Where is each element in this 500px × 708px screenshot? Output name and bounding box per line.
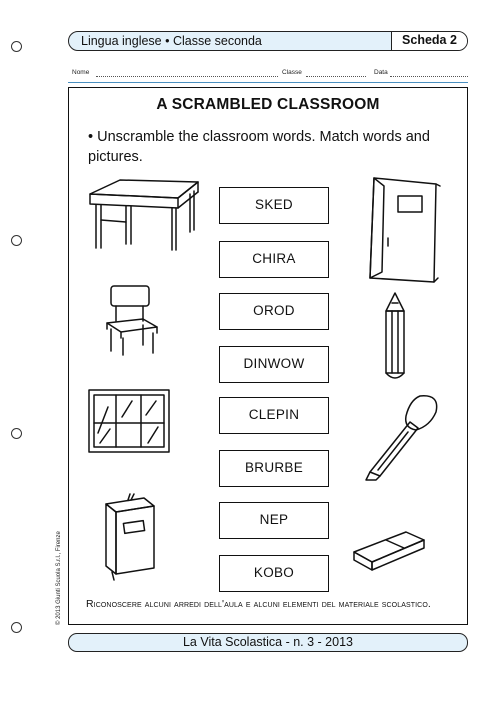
- door-icon: [364, 174, 444, 286]
- word-box-5: CLEPIN: [219, 397, 329, 434]
- pencil-icon: [380, 291, 410, 383]
- pen-icon: [364, 392, 442, 484]
- binder-hole-4: [11, 622, 22, 633]
- word-box-6: BRURBE: [219, 450, 329, 487]
- exercise-instruction: • Unscramble the classroom words. Match words and pictures.: [88, 129, 430, 165]
- binder-hole-2: [11, 235, 22, 246]
- date-field[interactable]: [390, 76, 468, 77]
- name-field[interactable]: [96, 76, 278, 77]
- subject-label: Lingua inglese • Classe seconda: [81, 34, 262, 48]
- binder-hole-3: [11, 428, 22, 439]
- name-label: Nome: [72, 69, 90, 76]
- chair-icon: [103, 283, 161, 357]
- sheet-number: Scheda 2: [391, 32, 467, 50]
- rubber-icon: [350, 526, 428, 574]
- learning-objective: Riconoscere alcuni arredi dell'aula e alcuni elementi del materiale scolastico.: [86, 598, 431, 610]
- word-box-4: DINWOW: [219, 346, 329, 383]
- header-rule: [68, 82, 468, 83]
- book-icon: [98, 492, 160, 582]
- copyright-credit: © 2013 Giunti Scuola S.r.l., Firenze: [56, 531, 62, 625]
- word-box-8: KOBO: [219, 555, 329, 592]
- class-label: Classe: [282, 69, 302, 76]
- class-field[interactable]: [306, 76, 366, 77]
- word-box-7: NEP: [219, 502, 329, 539]
- binder-hole-1: [11, 41, 22, 52]
- word-box-2: CHIRA: [219, 241, 329, 278]
- magazine-footer: La Vita Scolastica - n. 3 - 2013: [68, 633, 468, 652]
- desk-icon: [86, 176, 202, 254]
- word-box-1: SKED: [219, 187, 329, 224]
- word-box-3: OROD: [219, 293, 329, 330]
- exercise-title: A SCRAMBLED CLASSROOM: [156, 96, 380, 113]
- date-label: Data: [374, 69, 388, 76]
- window-icon: [86, 387, 172, 455]
- header-band: [68, 31, 468, 51]
